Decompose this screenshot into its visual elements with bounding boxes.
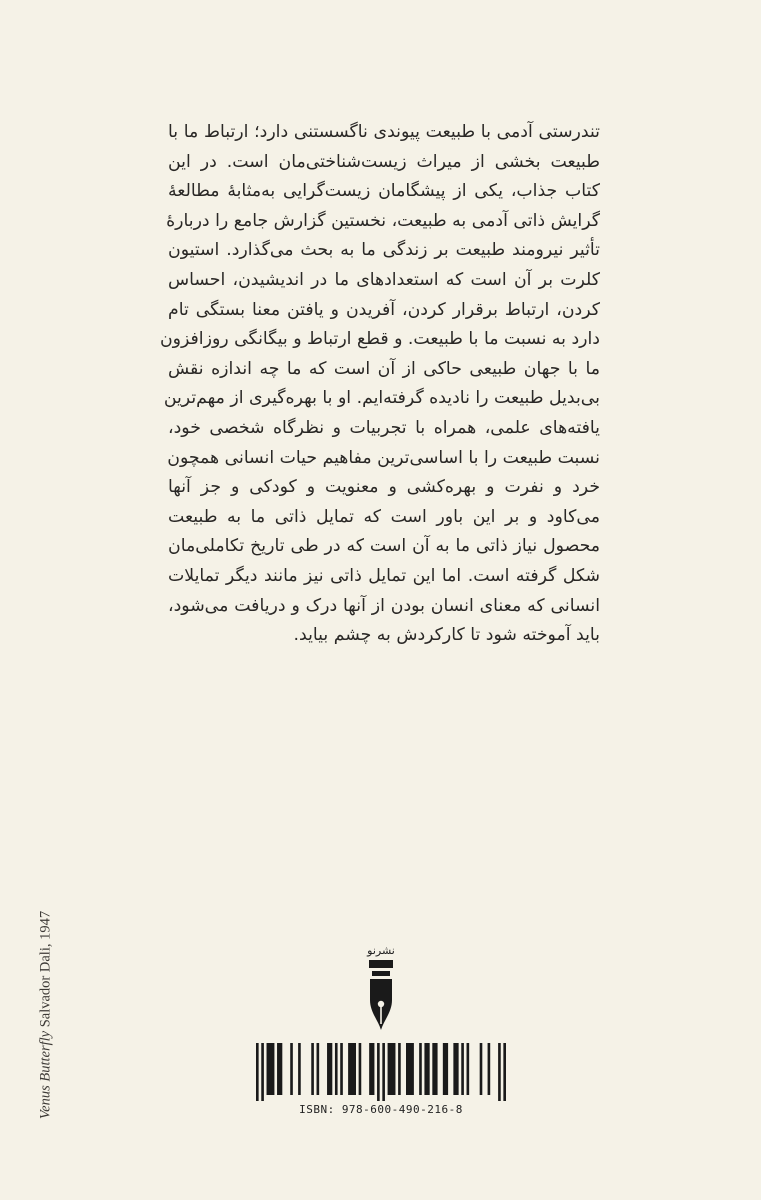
- blurb-line: کتاب جذاب، یکی از پیشگامان زیست‌گرایی به‌مثابهٔ مطالعهٔ: [168, 181, 600, 202]
- blurb-line: شکل گرفته است. اما این تمایل ذاتی نیز مانند دیگر تمایلات: [168, 565, 600, 586]
- blurb-line: نسبت طبیعت را با اساسی‌ترین مفاهیم حیات انسانی همچون: [167, 447, 600, 468]
- blurb-line: بی‌بدیل طبیعت را نادیده گرفته‌ایم. او با بهره‌گیری از مهم‌ترین: [163, 388, 600, 409]
- barcode-bar: [277, 1043, 282, 1095]
- artwork-title: Venus Butterfly: [37, 1030, 54, 1120]
- barcode-bar: [290, 1043, 293, 1095]
- blurb-line: محصول نیاز ذاتی ما به آن است که در طی تاریخ تکاملی‌مان: [168, 536, 600, 557]
- barcode-bar: [467, 1043, 470, 1095]
- barcode-bar: [327, 1043, 332, 1095]
- barcode-bar: [398, 1043, 401, 1095]
- barcode-bar: [443, 1043, 448, 1095]
- barcode-graphic: [256, 1043, 506, 1101]
- barcode-bar: [348, 1043, 356, 1095]
- blurb-line: باید آموخته شود تا کارکردش به چشم بیاید.: [293, 625, 600, 646]
- barcode-bar: [453, 1043, 458, 1095]
- barcode-bar: [432, 1043, 437, 1095]
- barcode-bar: [298, 1043, 301, 1095]
- blurb-line: می‌کاود و بر این باور است که تمایل ذاتی ما به طبیعت: [168, 506, 600, 527]
- barcode-bar: [498, 1043, 501, 1101]
- barcode-bar: [406, 1043, 414, 1095]
- blurb-line: انسانی که معنای انسان بودن از آنها درک و دریافت می‌شود،: [168, 595, 600, 616]
- barcode-bar: [359, 1043, 362, 1095]
- barcode-bar: [311, 1043, 314, 1095]
- barcode-bar: [369, 1043, 374, 1095]
- barcode-bar: [419, 1043, 422, 1095]
- blurb-line: یافته‌های علمی، همراه با تجربیات و نظرگاه شخصی خود،: [168, 417, 600, 438]
- blurb-line: تندرستی آدمی با طبیعت پیوندی ناگسستنی دارد؛ ارتباط ما با: [168, 122, 600, 142]
- barcode-bar: [382, 1043, 385, 1101]
- barcode-bar: [424, 1043, 429, 1095]
- barcode-bar: [461, 1043, 464, 1095]
- barcode-bar: [261, 1043, 264, 1101]
- blurb-line: گرایش ذاتی آدمی به طبیعت، نخستین گزارش جامع را دربارهٔ: [166, 210, 600, 231]
- publisher-logo: [356, 944, 406, 1036]
- artist-year: Salvador Dali, 1947: [37, 910, 54, 1031]
- barcode-bar: [335, 1043, 338, 1095]
- blurb-line: تأثیر نیرومند طبیعت بر زندگی ما به بحث می‌گذارد. استیون: [168, 240, 600, 261]
- blurb-line: کردن، ارتباط برقرار کردن، آفریدن و یافتن معنا بستگی تام: [168, 299, 600, 320]
- barcode-bar: [388, 1043, 396, 1095]
- back-cover-blurb: [159, 118, 600, 651]
- publisher-logo-text: نشرنو: [367, 944, 395, 957]
- isbn-barcode: [256, 1043, 506, 1123]
- cover-art-credit: [38, 911, 55, 1119]
- barcode-bar: [503, 1043, 506, 1101]
- blurb-line: طبیعت بخشی از میراث زیست‌شناختی‌مان است. در این: [168, 151, 600, 172]
- blurb-line: خرد و نفرت و بهره‌کشی و معنویت و کودکی و جز آنها: [168, 477, 600, 498]
- isbn-number: ISBN: 978-600-490-216-8: [299, 1103, 463, 1116]
- blurb-line: ما با جهان طبیعی حاکی از آن است که ما چه اندازه نقش: [168, 358, 600, 379]
- blurb-line: دارد به نسبت ما با طبیعت. و قطع ارتباط و بیگانگی روزافزون: [159, 329, 600, 350]
- barcode-bar: [317, 1043, 320, 1095]
- pen-nib-icon: [364, 960, 398, 1032]
- barcode-bar: [340, 1043, 343, 1095]
- barcode-bar: [377, 1043, 380, 1101]
- barcode-bar: [267, 1043, 275, 1095]
- barcode-bar: [256, 1043, 259, 1101]
- blurb-line: کلرت بر آن است که استعدادهای ما در اندیشیدن، احساس: [168, 269, 600, 290]
- barcode-bar: [488, 1043, 491, 1095]
- barcode-bar: [480, 1043, 483, 1095]
